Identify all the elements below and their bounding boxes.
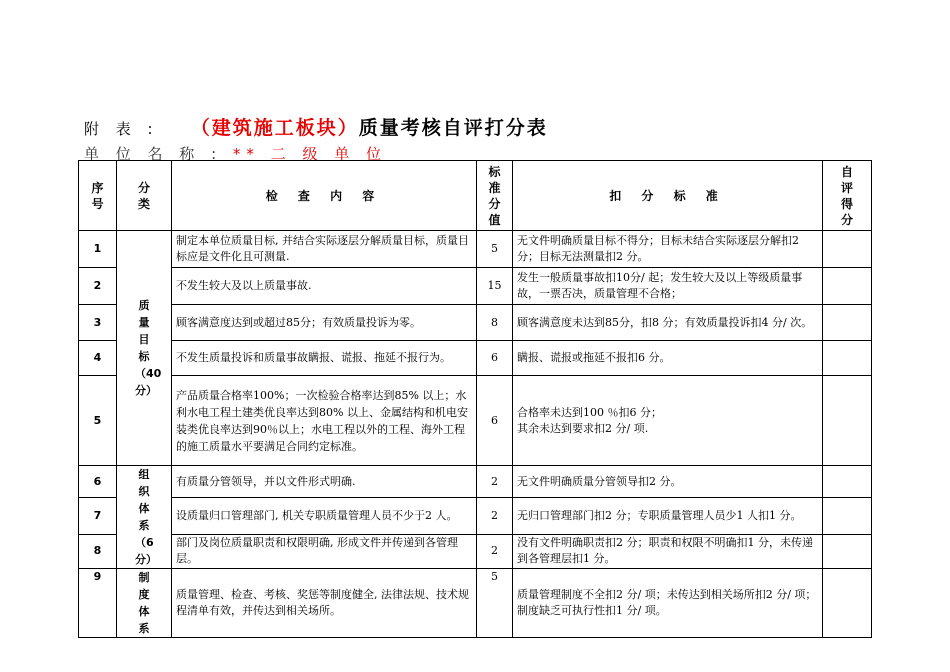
row-standard: 6	[477, 341, 513, 376]
row-content: 设质量归口管理部门, 机关专职质量管理人员不少于2 人。	[172, 498, 477, 534]
title-prefix: 附 表 :	[84, 120, 159, 138]
col-header-category: 分类	[117, 161, 172, 231]
category-label: 质量目标（40分）	[135, 299, 162, 397]
row-standard: 2	[477, 534, 513, 568]
row-standard: 5	[477, 231, 513, 268]
row-self-score[interactable]	[823, 466, 872, 498]
row-deduction: 没有文件明确职责扣2 分；职责和权限不明确扣1 分，未传递到各管理层扣1 分。	[513, 534, 823, 568]
row-standard: 8	[477, 305, 513, 341]
row-deduction: 瞒报、谎报或拖延不报扣6 分。	[513, 341, 823, 376]
row-no: 3	[79, 305, 117, 341]
table-row	[79, 376, 872, 466]
row-self-score[interactable]	[823, 305, 872, 341]
table-row	[79, 268, 872, 305]
row-standard: 2	[477, 498, 513, 534]
row-content: 制定本单位质量目标, 并结合实际逐层分解质量目标，质量目标应是文件化且可测量.	[172, 231, 477, 268]
col-header-standard: 标准分值	[477, 161, 513, 231]
category-organization	[117, 466, 172, 569]
category-label: 组织体系（6分）	[135, 468, 157, 566]
table-row	[79, 466, 872, 498]
row-content: 产品质量合格率100%；一次检验合格率达到85% 以上；水利水电工程土建类优良率达到80% 以上、金属结构和机电安装类优良率达到90％以上；水电工程以外的工程、海外工程的施工质量水平要满足合同约定标准。	[172, 376, 477, 466]
row-deduction: 无文件明确质量目标不得分；目标未结合实际逐层分解扣2 分；目标无法测量扣2 分。	[513, 231, 823, 268]
row-no: 5	[79, 376, 117, 466]
row-content: 不发生较大及以上质量事故.	[172, 268, 477, 305]
row-content: 有质量分管领导，并以文件形式明确.	[172, 466, 477, 498]
unit-label: 单 位 名 称 :	[84, 145, 223, 163]
row-no: 9	[79, 569, 117, 638]
row-deduction: 顾客满意度未达到85分，扣8 分；有效质量投诉扣4 分/ 次。	[513, 305, 823, 341]
row-self-score[interactable]	[823, 376, 872, 466]
table-row	[79, 569, 872, 638]
score-table	[78, 160, 872, 638]
row-no: 7	[79, 498, 117, 534]
row-no: 6	[79, 466, 117, 498]
row-self-score[interactable]	[823, 569, 872, 638]
row-self-score[interactable]	[823, 498, 872, 534]
row-deduction: 无归口管理部门扣2 分；专职质量管理人员少1 人扣1 分。	[513, 498, 823, 534]
row-content: 质量管理、检查、考核、奖惩等制度健全, 法律法规、技术规程清单有效，并传达到相关场所。	[172, 569, 477, 638]
row-self-score[interactable]	[823, 534, 872, 568]
col-header-no: 序号	[79, 161, 117, 231]
table-row	[79, 341, 872, 376]
row-no: 2	[79, 268, 117, 305]
title-main: 质量考核自评打分表	[358, 117, 548, 139]
category-system	[117, 569, 172, 638]
title-segment: （建筑施工板块）	[190, 117, 359, 139]
row-self-score[interactable]	[823, 268, 872, 305]
col-header-self-score: 自评得分	[823, 161, 872, 231]
category-quality-target	[117, 231, 172, 466]
table-row	[79, 305, 872, 341]
row-standard: 5	[477, 569, 513, 638]
document-title	[84, 113, 548, 140]
row-self-score[interactable]	[823, 341, 872, 376]
row-deduction: 合格率未达到100 ％扣6 分； 其余未达到要求扣2 分/ 项.	[513, 376, 823, 466]
row-self-score[interactable]	[823, 231, 872, 268]
row-content: 部门及岗位质量职责和权限明确, 形成文件并传递到各管理层。	[172, 534, 477, 568]
unit-value: ** 二 级 单 位	[232, 145, 387, 163]
row-deduction: 发生一般质量事故扣10分/ 起；发生较大及以上等级质量事故，一票否决，质量管理不合格；	[513, 268, 823, 305]
row-standard: 15	[477, 268, 513, 305]
category-label: 制度体系	[138, 571, 150, 635]
col-header-deduction: 扣 分 标 准	[513, 161, 823, 231]
row-content: 不发生质量投诉和质量事故瞒报、谎报、拖延不报行为。	[172, 341, 477, 376]
row-content: 顾客满意度达到或超过85分；有效质量投诉为零。	[172, 305, 477, 341]
row-standard: 2	[477, 466, 513, 498]
table-row	[79, 534, 872, 568]
col-header-content: 检 查 内 容	[172, 161, 477, 231]
table-row	[79, 498, 872, 534]
row-no: 8	[79, 534, 117, 568]
row-standard: 6	[477, 376, 513, 466]
table-row	[79, 231, 872, 268]
table-header-row	[79, 161, 872, 231]
row-deduction: 质量管理制度不全扣2 分/ 项；未传达到相关场所扣2 分/ 项；制度缺乏可执行性扣1 分/ 项。	[513, 569, 823, 638]
row-deduction: 无文件明确质量分管领导扣2 分。	[513, 466, 823, 498]
row-no: 1	[79, 231, 117, 268]
row-no: 4	[79, 341, 117, 376]
